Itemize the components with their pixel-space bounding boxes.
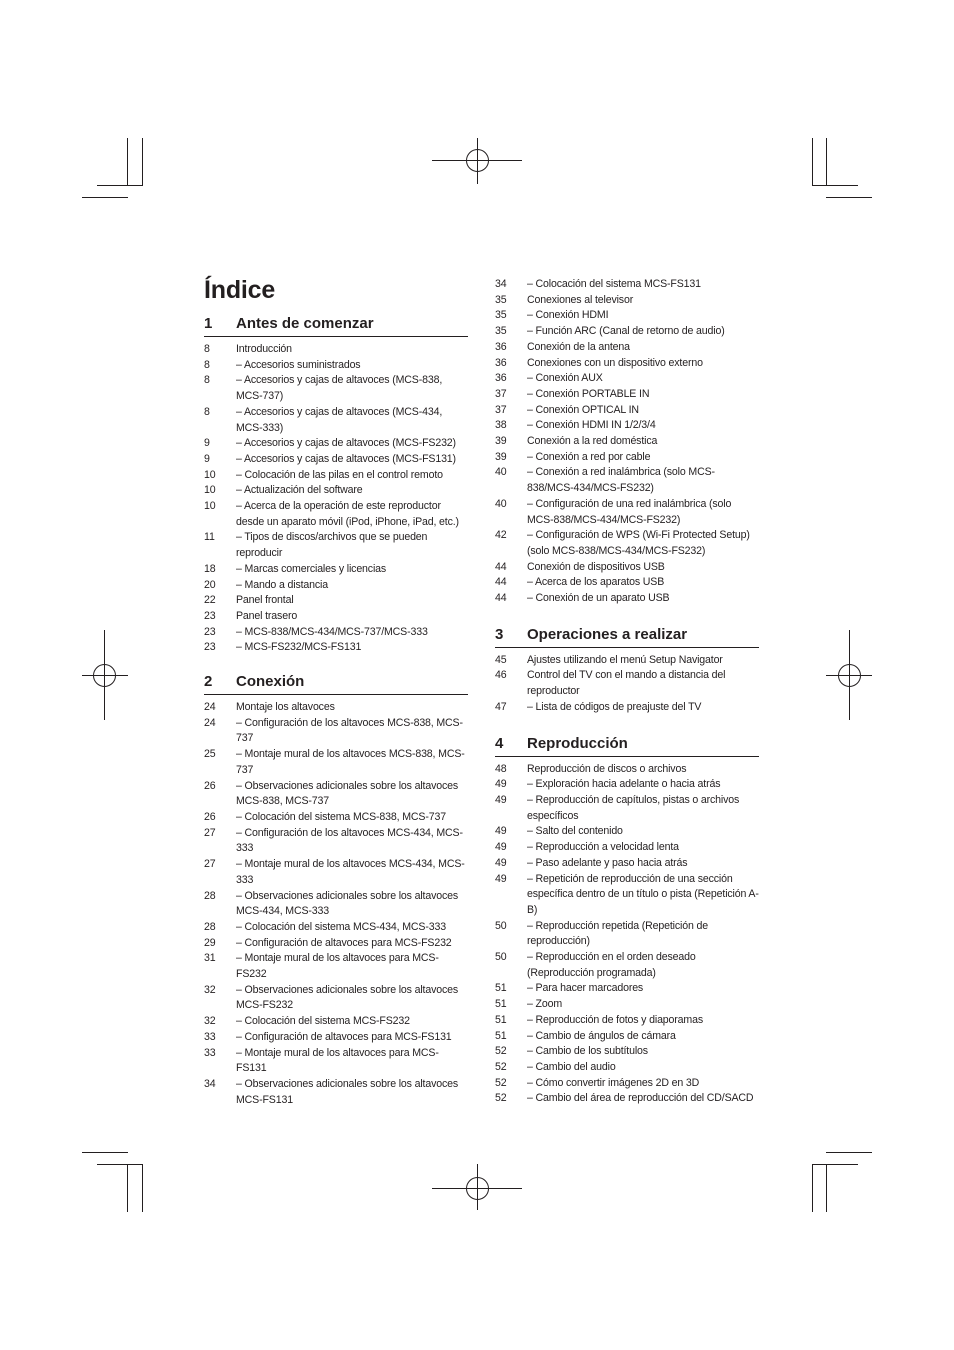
toc-entry xyxy=(204,499,468,530)
toc-entry-text: – Accesorios y cajas de altavoces (MCS-FS232) xyxy=(236,437,456,450)
toc-page-number: 31 xyxy=(204,952,216,965)
toc-page-number: 49 xyxy=(495,856,507,869)
toc-entry xyxy=(204,951,468,982)
toc-entry xyxy=(495,793,759,824)
crop-mark-line xyxy=(826,1152,872,1153)
toc-entry-text: – Cambio de ángulos de cámara xyxy=(527,1029,676,1042)
toc-section xyxy=(495,625,759,716)
toc-page-number: 48 xyxy=(495,762,507,775)
section-heading xyxy=(204,314,468,337)
toc-entry-text: – Conexión a red inalámbrica (solo MCS-838/MCS-434/MCS-FS232) xyxy=(527,466,715,495)
crop-mark-line xyxy=(127,1164,128,1212)
toc-sections xyxy=(495,625,759,1107)
toc-entry-text: Panel frontal xyxy=(236,594,294,607)
toc-entry-text: Montaje los altavoces xyxy=(236,701,335,714)
toc-entry xyxy=(204,1030,468,1046)
toc-entry xyxy=(204,889,468,920)
crop-mark-line xyxy=(97,1164,142,1165)
toc-entry xyxy=(495,872,759,919)
toc-page-number: 33 xyxy=(204,1046,216,1059)
toc-entry xyxy=(204,609,468,625)
page-title: Índice xyxy=(204,276,276,304)
toc-page-number: 26 xyxy=(204,810,216,823)
toc-entry-text: – Configuración de WPS (Wi-Fi Protected Setup) (solo MCS-838/MCS-434/MCS-FS232) xyxy=(527,529,750,557)
toc-entry-text: – Conexión de un aparato USB xyxy=(527,592,670,605)
toc-entry xyxy=(495,668,759,699)
toc-page-number: 35 xyxy=(495,309,507,322)
toc-entry-text: Control del TV con el mando a distancia del reproductor xyxy=(527,669,726,698)
toc-entry-text: – Montaje mural de los altavoces para MCS-FS131 xyxy=(236,1046,439,1075)
toc-entry-text: – Lista de códigos de preajuste del TV xyxy=(527,700,702,713)
toc-page-number: 23 xyxy=(204,625,216,638)
toc-entry xyxy=(495,762,759,778)
crop-mark-line xyxy=(142,1164,143,1212)
toc-page-number: 39 xyxy=(495,450,507,463)
toc-entry-text: – Para hacer marcadores xyxy=(527,982,644,995)
toc-entry-text: Conexión de la antena xyxy=(527,340,630,353)
toc-entry-text: Conexión a la red doméstica xyxy=(527,435,658,448)
toc-page-number: 10 xyxy=(204,484,216,497)
toc-entry xyxy=(495,981,759,997)
toc-entry-text: – Conexión PORTABLE IN xyxy=(527,387,650,400)
crop-mark-line xyxy=(826,197,872,198)
toc-entry xyxy=(204,700,468,716)
toc-entry-text: – Reproducción a velocidad lenta xyxy=(527,841,679,854)
toc-continued-list xyxy=(495,277,759,607)
toc-entry xyxy=(204,716,468,747)
toc-page-number: 44 xyxy=(495,592,507,605)
toc-page-number: 28 xyxy=(204,920,216,933)
toc-page-number: 10 xyxy=(204,468,216,481)
toc-page-number: 27 xyxy=(204,826,216,839)
toc-entry xyxy=(495,1091,759,1107)
toc-entry-text: – Colocación del sistema MCS-434, MCS-333 xyxy=(236,920,446,933)
toc-entry xyxy=(204,1014,468,1030)
toc-entry-text: – Accesorios y cajas de altavoces (MCS-838, MCS-737) xyxy=(236,374,443,403)
toc-right-column xyxy=(495,277,759,1107)
toc-entry-text: – Paso adelante y paso hacia atrás xyxy=(527,856,688,869)
toc-page-number: 49 xyxy=(495,872,507,885)
toc-entry-text: – Conexión AUX xyxy=(527,372,603,385)
toc-entry-text: – Configuración de los altavoces MCS-434, MCS-333 xyxy=(236,826,463,855)
crop-mark-line xyxy=(826,1164,827,1212)
toc-entry-text: – Colocación del sistema MCS-838, MCS-737 xyxy=(236,810,446,823)
toc-page-number: 34 xyxy=(204,1077,216,1090)
toc-page-number: 32 xyxy=(204,1015,216,1028)
toc-entry-text: – Cambio del área de reproducción del CD/SACD xyxy=(527,1092,754,1105)
toc-entry-text: – Montaje mural de los altavoces para MCS-FS232 xyxy=(236,952,439,981)
toc-entry xyxy=(204,530,468,561)
toc-page-number: 52 xyxy=(495,1045,507,1058)
toc-page-number: 51 xyxy=(495,1013,507,1026)
toc-entry xyxy=(204,936,468,952)
toc-page-number: 35 xyxy=(495,293,507,306)
toc-entry xyxy=(495,324,759,340)
section-heading xyxy=(495,625,759,648)
toc-entry xyxy=(495,403,759,419)
toc-entry-text: – Conexión HDMI IN 1/2/3/4 xyxy=(527,419,656,432)
toc-entry xyxy=(204,405,468,436)
crop-mark-line xyxy=(127,138,128,186)
toc-entry xyxy=(495,824,759,840)
section-number: 3 xyxy=(495,625,504,643)
toc-entry-text: – MCS-838/MCS-434/MCS-737/MCS-333 xyxy=(236,625,428,638)
crop-mark-line xyxy=(812,185,858,186)
toc-page-number: 40 xyxy=(495,497,507,510)
toc-entry-text: – Reproducción repetida (Repetición de reproducción) xyxy=(527,919,708,948)
toc-page-number: 36 xyxy=(495,340,507,353)
toc-page-number: 47 xyxy=(495,700,507,713)
toc-entry xyxy=(204,578,468,594)
toc-page-number: 51 xyxy=(495,1029,507,1042)
toc-page-number: 50 xyxy=(495,951,507,964)
toc-entry-text: Panel trasero xyxy=(236,609,298,622)
toc-entry xyxy=(495,387,759,403)
toc-entry-text: – Configuración de una red inalámbrica (solo MCS-838/MCS-434/MCS-FS232) xyxy=(527,497,732,526)
toc-page-number: 52 xyxy=(495,1076,507,1089)
toc-entry xyxy=(495,950,759,981)
toc-page-number: 29 xyxy=(204,936,216,949)
toc-entry-text: – Tipos de discos/archivos que se pueden reproducir xyxy=(236,531,428,560)
toc-entry xyxy=(204,373,468,404)
toc-page-number: 34 xyxy=(495,278,507,290)
toc-entry xyxy=(204,562,468,578)
toc-page-number: 36 xyxy=(495,372,507,385)
crop-mark-line xyxy=(97,185,142,186)
toc-page-number: 25 xyxy=(204,748,216,761)
toc-page-number: 11 xyxy=(204,531,215,544)
toc-entry-text: – Montaje mural de los altavoces MCS-434, MCS-333 xyxy=(236,858,465,886)
toc-page-number: 45 xyxy=(495,653,507,666)
toc-page-number: 50 xyxy=(495,919,507,932)
toc-entry-text: – Conexión a red por cable xyxy=(527,450,651,463)
toc-entry xyxy=(495,840,759,856)
section-heading xyxy=(204,672,468,695)
crop-mark-line xyxy=(82,1152,128,1153)
toc-entry xyxy=(495,1076,759,1092)
toc-entry-text: – Marcas comerciales y licencias xyxy=(236,562,387,575)
toc-entry xyxy=(495,277,759,293)
toc-entry-text: – Reproducción de capítulos, pistas o archivos específicos xyxy=(527,793,740,822)
toc-page-number: 27 xyxy=(204,858,216,871)
toc-page-number: 24 xyxy=(204,716,216,729)
toc-section xyxy=(204,672,468,1108)
toc-entry xyxy=(204,358,468,374)
toc-entry xyxy=(495,777,759,793)
toc-entry-text: – Acerca de los aparatos USB xyxy=(527,576,665,589)
toc-entry-text: – Zoom xyxy=(527,998,563,1011)
toc-entry xyxy=(495,308,759,324)
toc-entry xyxy=(204,436,468,452)
toc-entry xyxy=(204,920,468,936)
toc-entry-text: – Conexión HDMI xyxy=(527,309,609,322)
toc-page-number: 8 xyxy=(204,343,210,355)
toc-entry-text: – Reproducción de fotos y diaporamas xyxy=(527,1013,703,1026)
toc-entry xyxy=(495,450,759,466)
toc-page-number: 28 xyxy=(204,889,216,902)
toc-entry xyxy=(495,856,759,872)
toc-left-column xyxy=(204,276,468,1108)
toc-entry-text: – Actualización del software xyxy=(236,484,363,497)
toc-entry xyxy=(495,293,759,309)
toc-entry-text: Reproducción de discos o archivos xyxy=(527,762,687,775)
toc-section xyxy=(495,734,759,1107)
toc-entry xyxy=(204,640,468,656)
toc-entry xyxy=(204,342,468,358)
toc-entry-text: – Configuración de los altavoces MCS-838, MCS-737 xyxy=(236,716,463,745)
toc-entry-text: – Accesorios suministrados xyxy=(236,358,361,371)
section-number: 1 xyxy=(204,315,213,332)
toc-entry xyxy=(495,1029,759,1045)
toc-entry-text: – Observaciones adicionales sobre los altavoces MCS-434, MCS-333 xyxy=(236,889,459,918)
toc-entry-text: – MCS-FS232/MCS-FS131 xyxy=(236,641,362,654)
toc-page-number: 20 xyxy=(204,578,216,591)
toc-entry xyxy=(495,919,759,950)
toc-entry xyxy=(495,418,759,434)
toc-page-number: 8 xyxy=(204,374,210,387)
toc-page-number: 8 xyxy=(204,358,210,371)
toc-entry xyxy=(204,779,468,810)
section-title: Conexión xyxy=(236,673,305,691)
toc-page-number: 51 xyxy=(495,982,507,995)
toc-entry-text: – Cambio del audio xyxy=(527,1060,616,1073)
toc-entry-text: – Accesorios y cajas de altavoces (MCS-434, MCS-333) xyxy=(236,405,443,434)
toc-page-number: 49 xyxy=(495,825,507,838)
toc-page-number: 39 xyxy=(495,435,507,448)
section-title: Antes de comenzar xyxy=(236,315,374,332)
toc-entry-text: – Observaciones adicionales sobre los altavoces MCS-FS232 xyxy=(236,983,459,1012)
toc-entry-text: – Conexión OPTICAL IN xyxy=(527,403,639,416)
toc-entry-text: – Colocación del sistema MCS-FS232 xyxy=(236,1015,410,1028)
toc-entry xyxy=(204,468,468,484)
toc-entry-text: – Configuración de altavoces para MCS-FS232 xyxy=(236,936,452,949)
toc-entry xyxy=(495,1044,759,1060)
crop-mark-line xyxy=(142,138,143,186)
toc-entry-text: – Colocación del sistema MCS-FS131 xyxy=(527,278,701,290)
toc-entry-text: – Repetición de reproducción de una sección específica dentro de un título o pista (Repetición A-B) xyxy=(527,872,759,916)
toc-entry-text: – Función ARC (Canal de retorno de audio) xyxy=(527,325,725,338)
toc-entry xyxy=(204,857,468,888)
toc-entry xyxy=(495,653,759,669)
toc-entry-text: – Colocación de las pilas en el control remoto xyxy=(236,468,443,481)
toc-entry xyxy=(495,356,759,372)
toc-entry-text: – Observaciones adicionales sobre los altavoces MCS-838, MCS-737 xyxy=(236,779,459,808)
toc-entry xyxy=(204,452,468,468)
toc-entry xyxy=(495,997,759,1013)
crop-mark-line xyxy=(82,197,128,198)
toc-entry xyxy=(495,575,759,591)
toc-entry xyxy=(204,1046,468,1077)
toc-page-number: 24 xyxy=(204,701,216,714)
toc-entry xyxy=(204,483,468,499)
section-title: Reproducción xyxy=(527,734,628,752)
toc-entry xyxy=(495,434,759,450)
toc-page-number: 52 xyxy=(495,1092,507,1105)
section-heading xyxy=(495,734,759,757)
toc-entry xyxy=(495,591,759,607)
toc-page-number: 22 xyxy=(204,594,216,607)
toc-page-number: 49 xyxy=(495,793,507,806)
toc-entry xyxy=(495,1060,759,1076)
toc-page-number: 37 xyxy=(495,387,507,400)
toc-entry-text: – Cambio de los subtítulos xyxy=(527,1045,648,1058)
toc-entry xyxy=(204,625,468,641)
toc-page-number: 44 xyxy=(495,576,507,589)
toc-entry-text: – Mando a distancia xyxy=(236,578,328,591)
toc-entry xyxy=(204,747,468,778)
toc-entry-text: – Exploración hacia adelante o hacia atrás xyxy=(527,778,721,791)
toc-page-number: 9 xyxy=(204,437,210,450)
toc-page-number: 32 xyxy=(204,983,216,996)
toc-page-number: 9 xyxy=(204,452,210,465)
toc-page-number: 26 xyxy=(204,779,216,792)
toc-page-number: 10 xyxy=(204,500,216,513)
toc-page-number: 8 xyxy=(204,405,210,418)
toc-page-number: 37 xyxy=(495,403,507,416)
toc-entry xyxy=(495,1013,759,1029)
toc-entry xyxy=(495,497,759,528)
toc-sections xyxy=(204,314,468,1108)
toc-page-number: 23 xyxy=(204,609,216,622)
toc-page-number: 36 xyxy=(495,356,507,369)
toc-entry xyxy=(495,465,759,496)
toc-entry-text: – Observaciones adicionales sobre los altavoces MCS-FS131 xyxy=(236,1077,459,1106)
toc-page-number: 23 xyxy=(204,641,216,654)
toc-entry xyxy=(204,593,468,609)
toc-page-number: 52 xyxy=(495,1060,507,1073)
toc-page-number: 35 xyxy=(495,325,507,338)
toc-entry-text: – Reproducción en el orden deseado (Reproducción programada) xyxy=(527,951,696,979)
toc-entry-text: – Accesorios y cajas de altavoces (MCS-FS131) xyxy=(236,452,456,465)
crop-mark-line xyxy=(812,138,813,186)
toc-page-number: 33 xyxy=(204,1030,216,1043)
section-title: Operaciones a realizar xyxy=(527,625,688,643)
toc-entry-text: Ajustes utilizando el menú Setup Navigator xyxy=(527,653,723,666)
toc-entry-text: – Acerca de la operación de este reproductor desde un aparato móvil (iPod, iPhone, iPad, etc.) xyxy=(236,500,459,528)
section-number: 4 xyxy=(495,734,504,752)
toc-entry-text: Conexiones con un dispositivo externo xyxy=(527,356,703,369)
toc-entry xyxy=(204,983,468,1014)
toc-entry-text: – Montaje mural de los altavoces MCS-838, MCS-737 xyxy=(236,748,465,776)
toc-page-number: 49 xyxy=(495,778,507,791)
toc-entry xyxy=(495,560,759,576)
toc-page-number: 40 xyxy=(495,466,507,479)
toc-page-number: 38 xyxy=(495,419,507,432)
crop-mark-line xyxy=(826,138,827,186)
toc-page-number: 46 xyxy=(495,669,507,682)
toc-entry xyxy=(204,810,468,826)
toc-entry-text: – Configuración de altavoces para MCS-FS131 xyxy=(236,1030,452,1043)
toc-entry xyxy=(495,371,759,387)
toc-page-number: 18 xyxy=(204,562,216,575)
toc-entry-text: – Salto del contenido xyxy=(527,825,623,838)
toc-page-number: 49 xyxy=(495,841,507,854)
toc-entry xyxy=(495,340,759,356)
toc-section xyxy=(204,314,468,656)
toc-entry-text: Conexiones al televisor xyxy=(527,293,634,306)
toc-entry xyxy=(495,528,759,559)
crop-mark-line xyxy=(812,1164,858,1165)
crop-mark-line xyxy=(812,1164,813,1212)
toc-page-number: 51 xyxy=(495,998,507,1011)
toc-entry xyxy=(495,700,759,716)
toc-page-number: 44 xyxy=(495,560,507,573)
toc-page-number: 42 xyxy=(495,529,507,542)
toc-entry xyxy=(204,826,468,857)
toc-entry-text: – Cómo convertir imágenes 2D en 3D xyxy=(527,1076,700,1089)
section-number: 2 xyxy=(204,673,213,691)
toc-entry-text: Introducción xyxy=(236,343,292,355)
toc-entry-text: Conexión de dispositivos USB xyxy=(527,560,665,573)
toc-entry xyxy=(204,1077,468,1108)
